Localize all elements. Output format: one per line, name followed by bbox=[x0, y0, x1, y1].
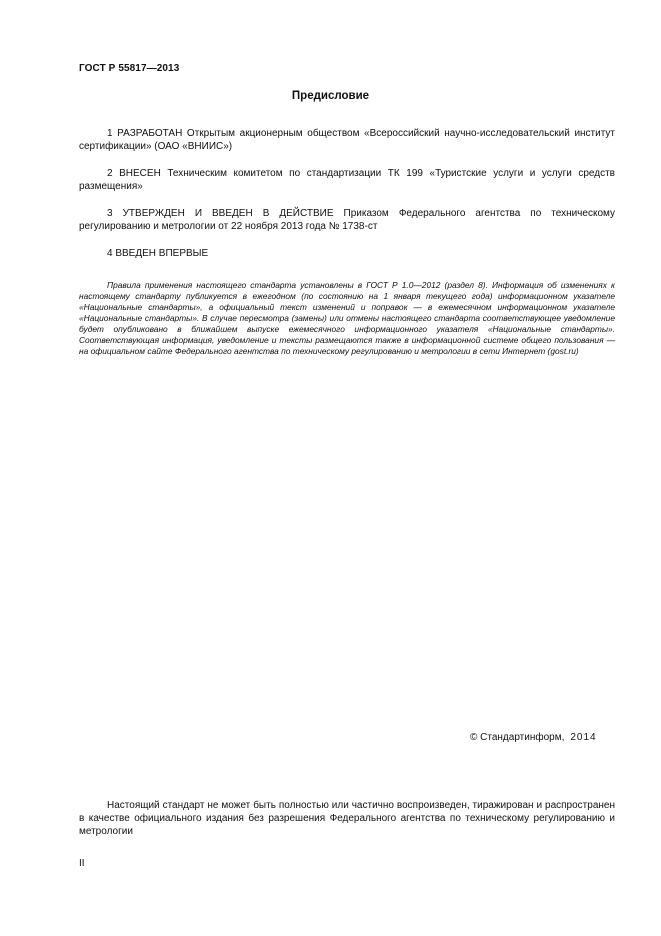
page-number: II bbox=[79, 858, 85, 869]
foreword-item-3: 3 УТВЕРЖДЕН И ВВЕДЕН В ДЕЙСТВИЕ Приказом Федерального агентства по техническому регулированию и метрологии от 22 ноября 2013 года № 1738-ст bbox=[79, 208, 615, 232]
page-title: Предисловие bbox=[291, 90, 370, 102]
foreword-item-1: 1 РАЗРАБОТАН Открытым акционерным обществом «Всероссийский научно-исследовательский институт сертификации» (ОАО «ВНИИС») bbox=[79, 128, 615, 152]
document-header-id: ГОСТ Р 55817—2013 bbox=[79, 63, 180, 74]
application-rules-note: Правила применения настоящего стандарта установлены в ГОСТ Р 1.0—2012 (раздел 8). Информация об изменениях к настоящему стандарту публикуется в ежегодном (по состоянию на 1 января текущего года) информационном указателе «Национальные стандарты», а официальный текст изменений и поправок — в ежемесячном информационном указателе «Национальные стандарты». В случае пересмотра (замены) или отмены настоящего стандарта соответствующее уведомление будет опубликовано в ближайшем выпуске ежемесячного информационного указателя «Национальные стандарты». Соответствующая информация, уведомление и тексты размещаются также в информационной системе общего пользования — на официальном сайте Федерального агентства по техническому регулированию и метрологии в сети Интернет (gost.ru) bbox=[79, 280, 615, 356]
copyright-line bbox=[470, 732, 597, 743]
copyright-year: 2014 bbox=[570, 732, 597, 743]
reproduction-notice: Настоящий стандарт не может быть полностью или частично воспроизведен, тиражирован и распространен в качестве официального издания без разрешения Федерального агентства по техническому регулированию и метрологии bbox=[79, 800, 615, 837]
foreword-body bbox=[79, 127, 615, 357]
foreword-item-4: 4 ВВЕДЕН ВПЕРВЫЕ bbox=[107, 248, 209, 259]
copyright-publisher: © Стандартинформ, bbox=[470, 732, 565, 743]
foreword-item-2: 2 ВНЕСЕН Техническим комитетом по стандартизации ТК 199 «Туристские услуги и услуги средств размещения» bbox=[79, 168, 615, 192]
